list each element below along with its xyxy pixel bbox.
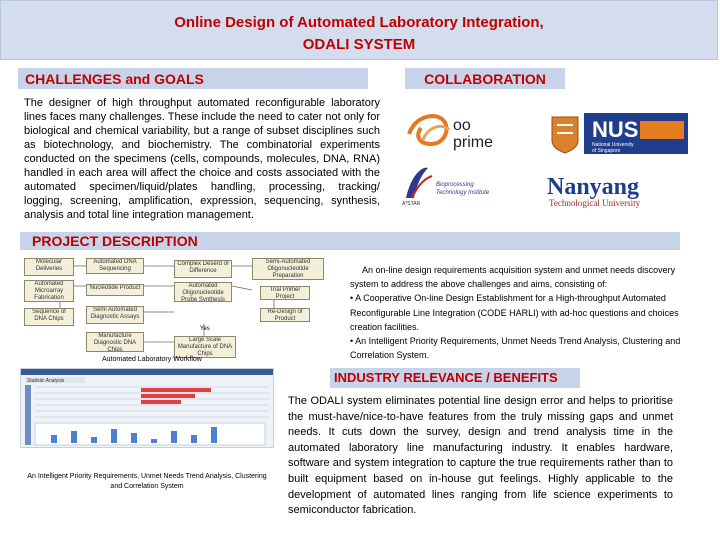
workflow-node: Manufacture Diagnostic DNA Chips — [86, 332, 144, 352]
collaboration-heading: COLLABORATION — [405, 68, 565, 89]
industry-heading: INDUSTRY RELEVANCE / BENEFITS — [330, 368, 580, 388]
workflow-node: Automated DNA Sequencing — [86, 258, 144, 274]
title-banner — [0, 0, 718, 60]
workflow-node: Automated Oligonucleotide Probe Synthesis — [174, 282, 232, 302]
ooprime-logo — [405, 100, 530, 155]
project-intro: An on-line design requirements acquisition system and unmet needs discovery system to address the above challenges and aims, consisting of: — [350, 265, 676, 290]
svg-text:of Singapore: of Singapore — [592, 148, 621, 154]
project-bullet: • A Cooperative On-line Design Establishment for a High-throughput Automated Reconfigurable Line Integration (CODE HARLI) with ad-hoc questions and choices creation facilities. — [350, 293, 679, 332]
svg-text:NUS: NUS — [592, 117, 639, 142]
challenges-heading: CHALLENGES and GOALS — [18, 68, 368, 89]
project-description — [350, 263, 685, 362]
screenshot-caption: An Intelligent Priority Requirements, Unmet Needs Trend Analysis, Clustering and Correlation System — [27, 473, 267, 490]
system-screenshot — [20, 368, 274, 448]
workflow-node: Nucleotide Product — [86, 284, 144, 296]
ooprime-logo-text: oo — [453, 117, 471, 134]
svg-text:prime: prime — [453, 134, 494, 151]
svg-text:National University: National University — [592, 142, 634, 148]
page-title: Online Design of Automated Laboratory Integration, — [174, 14, 544, 31]
svg-text:Bioprocessing: Bioprocessing — [436, 182, 474, 188]
workflow-node: Re-Design of Product — [260, 308, 310, 322]
workflow-node: Automated Microarray Fabrication — [24, 280, 74, 302]
workflow-diagram — [24, 256, 334, 360]
project-heading: PROJECT DESCRIPTION — [20, 232, 680, 250]
bti-logo — [400, 164, 510, 206]
svg-text:A*STAR: A*STAR — [402, 201, 421, 206]
workflow-node: Sequence of DNA Chips — [24, 308, 74, 326]
nus-logo — [548, 111, 690, 156]
workflow-node: Molecular Deliveries — [24, 258, 74, 276]
workflow-caption: Automated Laboratory Workflow — [102, 356, 202, 363]
project-bullet: • An Intelligent Priority Requirements, Unmet Needs Trend Analysis, Clustering and Correlation System. — [350, 336, 681, 361]
workflow-yes-label: Yes — [200, 326, 210, 332]
screenshot-panel-title: Statistic Analysis — [27, 378, 65, 384]
svg-text:Technological University: Technological University — [549, 198, 641, 208]
svg-text:Technology Institute: Technology Institute — [436, 190, 490, 196]
workflow-node: Large Scale Manufacture of DNA Chips — [174, 336, 236, 358]
workflow-node: Semi Automated Diagnostic Assays — [86, 306, 144, 324]
workflow-node: Complex Deserd of Difference — [174, 260, 232, 278]
challenges-text: The designer of high throughput automated reconfigurable laboratory lines faces many challenges. These include the need to cater not only for biological and chemical variability, but a range of subset disciplines such as biotechnology, and biochemistry. The combinatorial experiments conducted on the specimens (cells, compounds, molecules, DNA, RNA) handled in each area will affect the choice and costs associated with the automated specimen/liquid/plates handling, processing, tracking/ logging, screening, amplification, expression, sequencing, synthesis, analysis and total line integration management. — [24, 97, 380, 221]
workflow-node: Semi-Automated Oligonucleotide Preparation — [252, 258, 324, 280]
workflow-node: Trial Primer Project — [260, 286, 310, 300]
industry-text: The ODALI system eliminates potential line design error and helps to prioritise the must-have/nice-to-have features from the truly missing gaps and unmet needs. It cuts down the survey, design and trend analysis time in the automated laboratory line manufacturing industry. It enables hardware, software and system integration to capture the true requirements rather than to built equipment based on in-house gut feelings. Highly applicable to the development of automated lines ranging from life science experiments to semiconductor fabrication. — [288, 395, 673, 517]
page-subtitle: ODALI SYSTEM — [302, 36, 416, 53]
svg-text:Nanyang: Nanyang — [547, 174, 640, 200]
ntu-logo — [545, 170, 690, 210]
